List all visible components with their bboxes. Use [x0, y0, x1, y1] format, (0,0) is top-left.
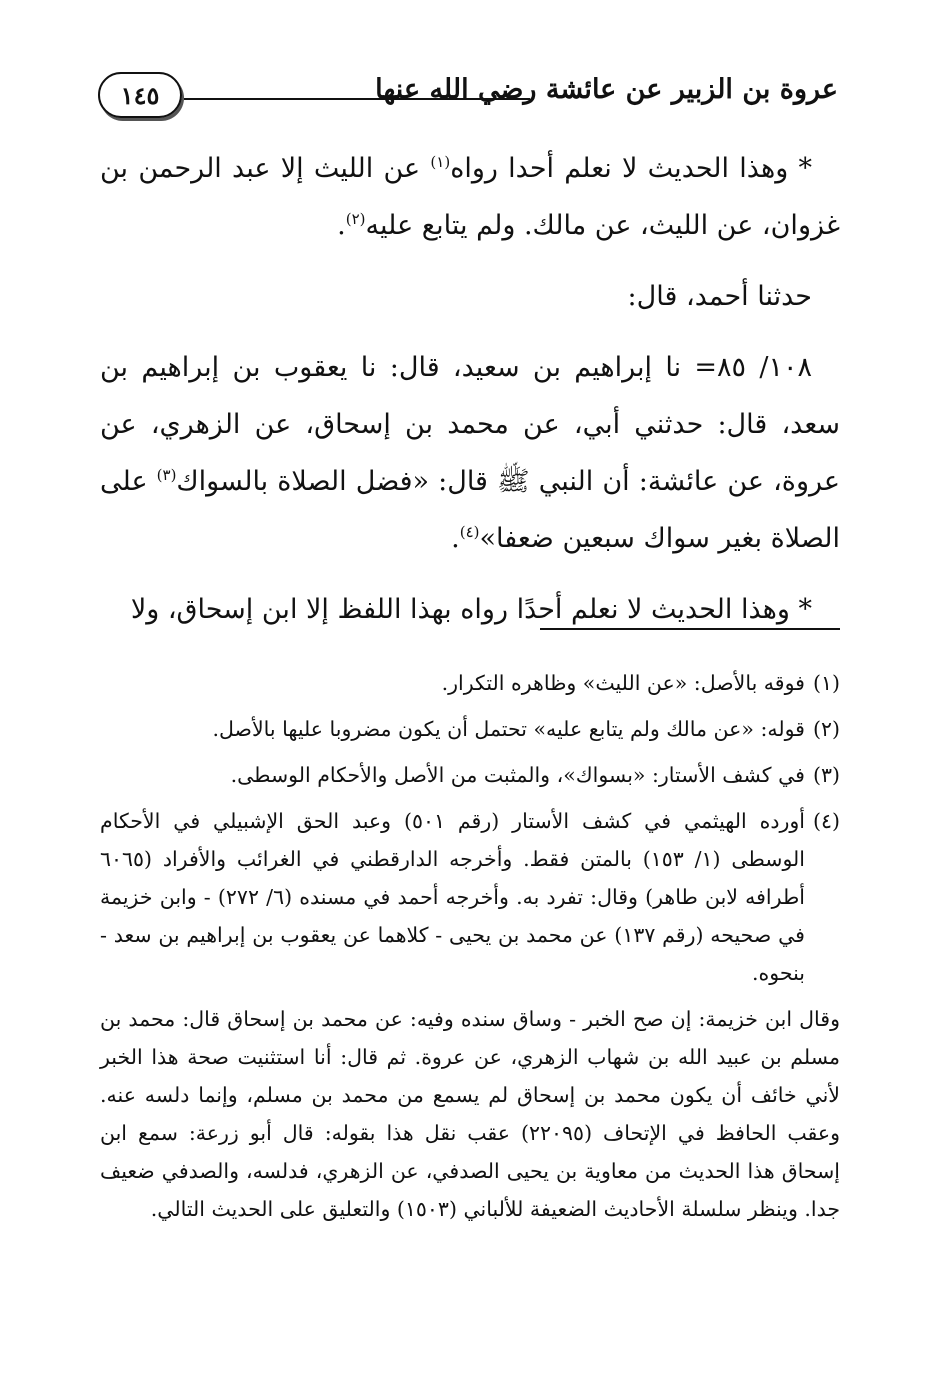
footnote-ref-2: (٢): [345, 210, 366, 228]
page-header: [96, 60, 848, 130]
footnotes: [100, 664, 840, 1228]
footnote-ref-3: (٣): [156, 466, 177, 484]
paragraph-3-a: ١٠٨/ ٨٥= نا إبراهيم بن سعيد، قال: نا يعقوب بن إبراهيم بن سعد، قال: حدثني أبي، عن محمد بن إسحاق، عن الزهري، عن عروة، عن عائشة: أن النبي ﷺ قال: «فضل الصلاة بالسواك: [100, 352, 840, 497]
footnote-2: [100, 710, 840, 748]
paragraph-4: * وهذا الحديث لا نعلم أحدًا رواه بهذا اللفظ إلا ابن إسحاق، ولا: [130, 594, 812, 625]
footnote-ref-1: (١): [430, 153, 451, 171]
footnote-separator: [540, 628, 840, 630]
footnote-ref-4: (٤): [459, 523, 480, 541]
footnote-text: فوقه بالأصل: «عن الليث» وظاهره التكرار.: [441, 671, 805, 695]
footnote-4: [100, 802, 840, 992]
paragraph-1-a: * وهذا الحديث لا نعلم أحدا رواه: [450, 153, 812, 184]
footnote-4-continuation: وقال ابن خزيمة: إن صح الخبر - وساق سنده وفيه: عن محمد بن إسحاق قال: محمد بن مسلم بن عبيد الله بن شهاب الزهري، عن عروة. ثم قال: أنا استثنيت صحة هذا الخبر لأني خائف أن يكون محمد بن إسحاق لم يسمع من محمد بن مسلم، وإنما دلسه عنه. وعقب الحافظ في الإتحاف (٢٢٠٩٥) عقب نقل هذا بقوله: قال أبو زرعة: سمع ابن إسحاق هذا الحديث من معاوية بن يحيى الصدفي، عن الزهري، فدلسه، والصدفي ضعيف جدا. وينظر سلسلة الأحاديث الضعيفة للألباني (١٥٠٣) والتعليق على الحديث التالي.: [100, 1007, 841, 1221]
footnote-1: [100, 664, 840, 702]
header-rule: [184, 98, 530, 100]
footnote-text: قوله: «عن مالك ولم يتابع عليه» تحتمل أن يكون مضروبا عليها بالأصل.: [212, 717, 805, 741]
page-number-frame: [98, 72, 182, 118]
footnote-3: [100, 756, 840, 794]
footnote-text: في كشف الأستار: «بسواك»، والمثبت من الأصل والأحكام الوسطى.: [230, 763, 805, 787]
paragraph-1-b: عن الليث إلا عبد الرحمن بن غزوان، عن الليث، عن مالك. ولم يتابع عليه: [100, 153, 840, 241]
paragraph-3-c: .: [451, 523, 460, 554]
running-title: عروة بن الزبير عن عائشة رضي الله عنها: [375, 74, 838, 105]
main-text: [100, 140, 840, 638]
paragraph-2: حدثنا أحمد، قال:: [627, 281, 812, 312]
footnote-number: (٣): [812, 763, 840, 787]
footnote-number: (١): [812, 671, 840, 695]
footnote-text: أورده الهيثمي في كشف الأستار (رقم ٥٠١) وعبد الحق الإشبيلي في الأحكام الوسطى (١/ ١٥٣) بالمتن فقط. وأخرجه الدارقطني في الغرائب والأفراد (٦٠٦٥ أطرافه لابن طاهر) وقال: تفرد به. وأخرجه أحمد في مسنده (٦/ ٢٧٢) - وابن خزيمة في صحيحه (رقم ١٣٧) عن محمد بن يحيى - كلاهما عن يعقوب بن إبراهيم بن سعد - بنحوه.: [100, 809, 805, 985]
paragraph-1: [100, 140, 840, 254]
paragraph-1-c: .: [337, 210, 346, 241]
paragraph-3: [100, 339, 840, 567]
footnote-number: (٢): [812, 717, 840, 741]
paragraph-3-b: على الصلاة بغير سواك سبعين ضعفا»: [100, 466, 840, 554]
page-number: ١٤٥: [120, 80, 160, 110]
footnote-number: (٤): [812, 809, 840, 833]
